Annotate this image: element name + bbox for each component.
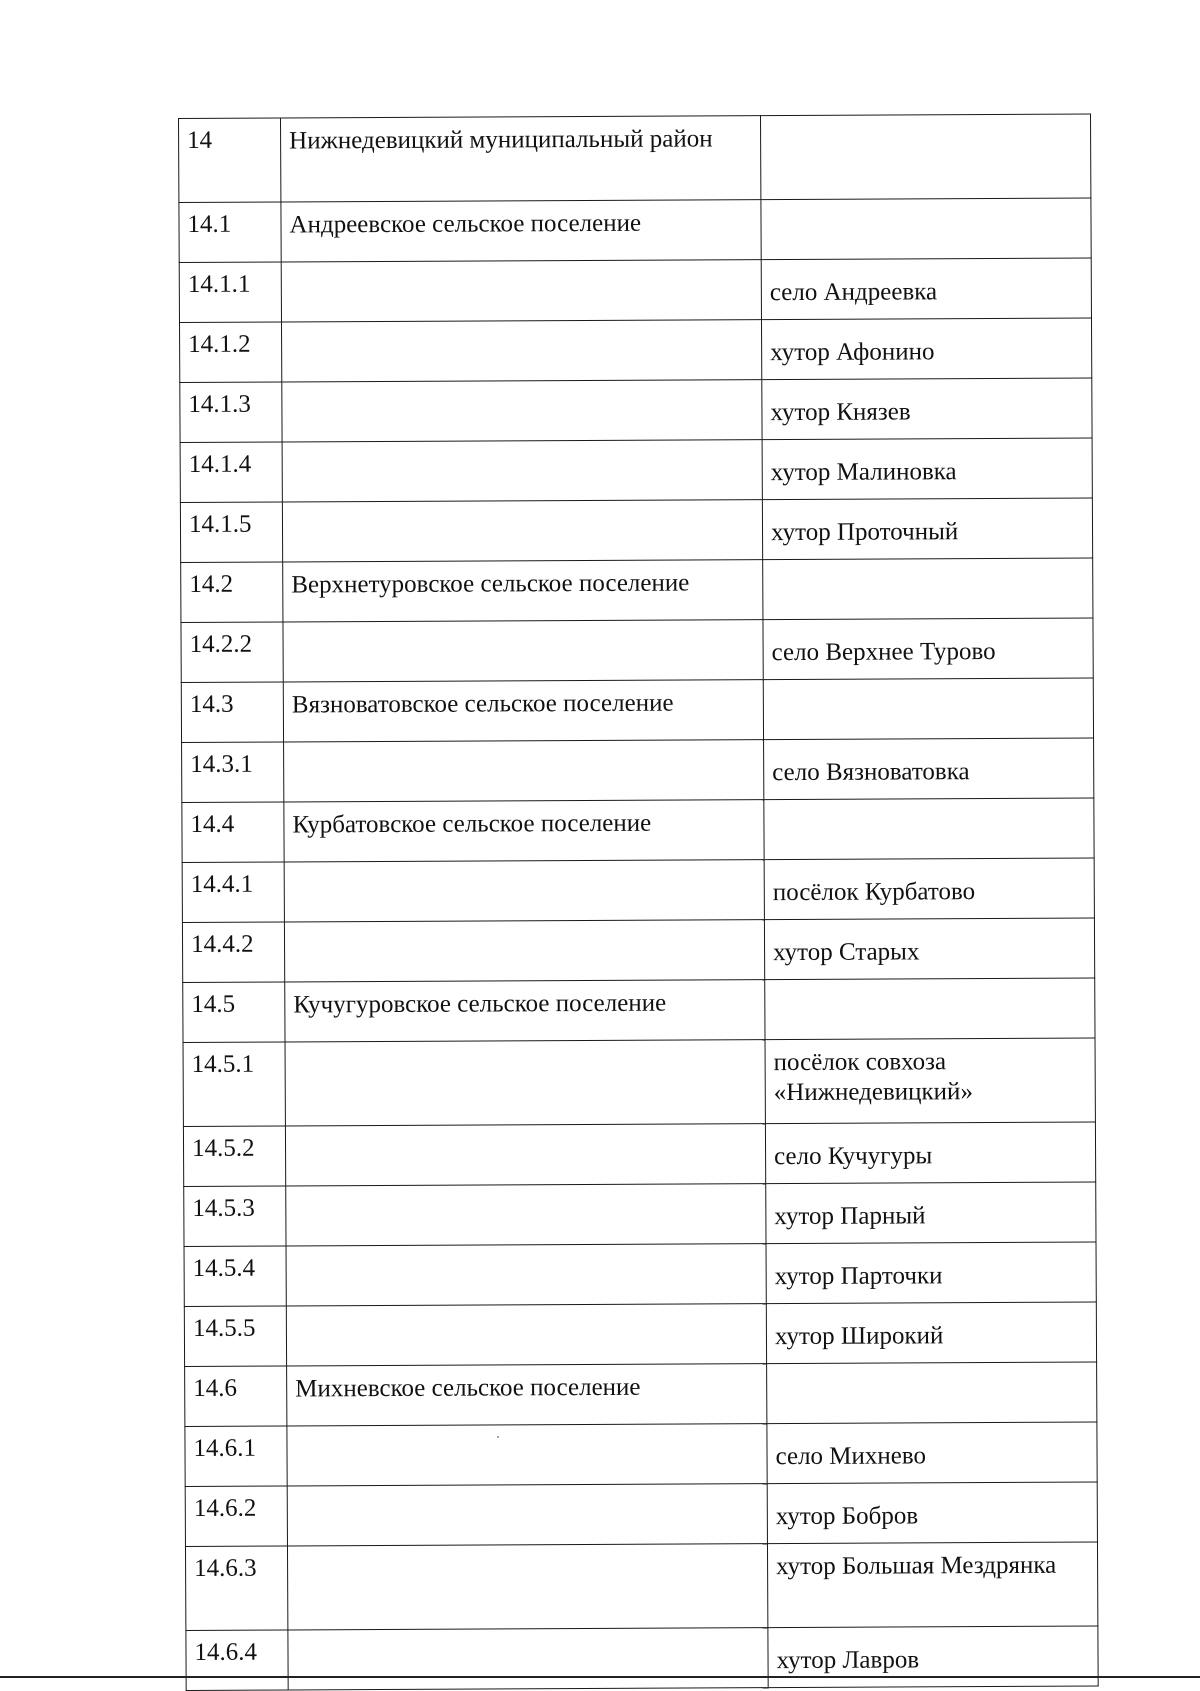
locality-cell [761,198,1091,260]
locality-cell: село Андреевка [761,258,1091,320]
municipality-cell: Андреевское сельское поселение [281,200,761,262]
table-row [184,1302,1096,1366]
table-row [179,258,1091,322]
locality-cell [763,678,1093,740]
municipality-cell [284,860,764,922]
table-row [180,378,1092,442]
locality-cell: хутор Афонино [761,318,1091,380]
table-row [179,198,1091,262]
row-number-cell: 14.1.2 [179,322,281,382]
municipality-cell [282,500,762,562]
table-row [185,1362,1097,1426]
row-number-cell: 14.1.3 [180,382,282,442]
table-row [180,498,1092,562]
row-number-cell: 14.1.5 [180,502,282,562]
table-row [181,618,1093,682]
row-number-cell: 14.1 [179,202,281,262]
locality-cell [765,978,1095,1040]
settlements-table [178,114,1099,1691]
row-number-cell: 14.5.1 [183,1042,285,1126]
row-number-cell: 14.2.2 [181,622,283,682]
municipality-cell [286,1304,766,1366]
table-row [184,1242,1096,1306]
municipality-cell [284,920,764,982]
locality-cell: хутор Бобров [767,1482,1097,1544]
row-number-cell: 14.1.4 [180,442,282,502]
row-number-cell: 14.3 [181,682,283,742]
table-row [180,438,1092,502]
table-row [182,738,1094,802]
table-row [183,1122,1095,1186]
locality-cell: хутор Лавров [768,1626,1098,1688]
municipality-cell [286,1184,766,1246]
municipality-cell [286,1244,766,1306]
municipality-cell: Вязноватовское сельское поселение [283,680,763,742]
municipality-cell [287,1424,767,1486]
table-row [179,114,1091,202]
locality-cell [763,558,1093,620]
row-number-cell: 14.5.2 [183,1126,285,1186]
locality-cell [764,798,1094,860]
municipality-cell [281,260,761,322]
locality-cell: хутор Старых [764,918,1094,980]
row-number-cell: 14.5.4 [184,1246,286,1306]
municipality-cell [285,1124,765,1186]
table-row [186,1626,1098,1690]
row-number-cell: 14.3.1 [182,742,284,802]
municipality-cell [283,620,763,682]
municipality-cell: Верхнетуровское сельское поселение [283,560,763,622]
municipality-cell [282,380,762,442]
municipality-cell: Михневское сельское поселение [287,1364,767,1426]
locality-cell: посёлок Курбатово [764,858,1094,920]
row-number-cell: 14.4 [182,802,284,862]
row-number-cell: 14.5.5 [184,1306,286,1366]
locality-cell: хутор Проточный [762,498,1092,560]
locality-cell [767,1362,1097,1424]
locality-cell: хутор Парный [766,1182,1096,1244]
row-number-cell: 14.6.2 [185,1486,287,1546]
municipality-cell [287,1544,767,1630]
table-row [185,1482,1097,1546]
row-number-cell: 14.2 [181,562,283,622]
table-row [183,1038,1095,1126]
locality-cell: хутор Большая Мездрянка [767,1542,1097,1628]
locality-cell: село Вязноватовка [764,738,1094,800]
locality-cell: село Михнево [767,1422,1097,1484]
table-row [181,558,1093,622]
row-number-cell: 14 [179,118,281,202]
page-bottom-edge-line [0,1676,1200,1678]
municipality-cell [287,1484,767,1546]
locality-cell: хутор Парточки [766,1242,1096,1304]
table-row [181,678,1093,742]
table-row [179,318,1091,382]
municipality-cell [288,1628,768,1690]
settlements-table-container [178,114,1098,1691]
locality-cell: хутор Широкий [766,1302,1096,1364]
row-number-cell: 14.6 [185,1366,287,1426]
municipality-cell [285,1040,765,1126]
locality-cell [760,114,1090,200]
locality-cell: село Кучугуры [765,1122,1095,1184]
table-row [185,1542,1097,1630]
row-number-cell: 14.5.3 [184,1186,286,1246]
row-number-cell: 14.6.4 [186,1630,288,1690]
municipality-cell: Кучугуровское сельское поселение [285,980,765,1042]
row-number-cell: 14.6.1 [185,1426,287,1486]
row-number-cell: 14.1.1 [179,262,281,322]
table-row [182,798,1094,862]
municipality-cell: Курбатовское сельское поселение [284,800,764,862]
table-row [184,1182,1096,1246]
scan-speck [497,1436,499,1438]
municipality-cell [284,740,764,802]
locality-cell: хутор Малиновка [762,438,1092,500]
locality-cell: посёлок совхоза «Нижнедевицкий» [765,1038,1095,1124]
row-number-cell: 14.4.1 [182,862,284,922]
row-number-cell: 14.5 [183,982,285,1042]
row-number-cell: 14.4.2 [182,922,284,982]
row-number-cell: 14.6.3 [185,1546,287,1630]
table-row [182,918,1094,982]
municipality-cell: Нижнедевицкий муниципальный район [281,116,761,202]
table-row [182,858,1094,922]
municipality-cell [281,320,761,382]
table-row [183,978,1095,1042]
municipality-cell [282,440,762,502]
locality-cell: хутор Князев [762,378,1092,440]
table-row [185,1422,1097,1486]
locality-cell: село Верхнее Турово [763,618,1093,680]
